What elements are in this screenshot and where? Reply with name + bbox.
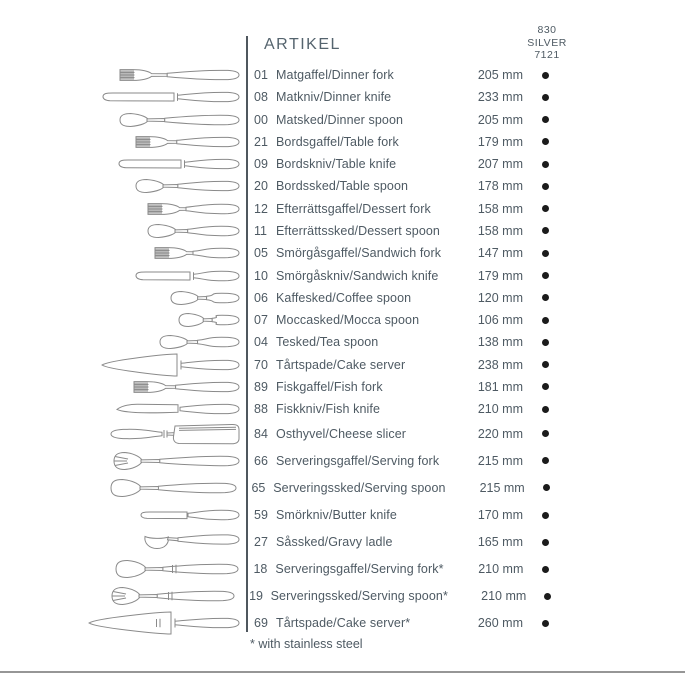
availability-cell bbox=[523, 205, 567, 212]
spoon-icon bbox=[118, 108, 241, 132]
illustration-cell bbox=[0, 152, 248, 176]
availability-dot-icon bbox=[542, 566, 549, 573]
page-title: ARTIKEL bbox=[264, 36, 341, 53]
illustration-cell bbox=[0, 219, 248, 243]
article-length: 165 mm bbox=[477, 535, 523, 550]
article-length: 260 mm bbox=[477, 616, 523, 631]
availability-dot-icon bbox=[542, 512, 549, 519]
illustration-cell bbox=[0, 397, 248, 421]
article-number: 89 bbox=[254, 379, 268, 394]
availability-cell bbox=[523, 272, 567, 279]
availability-dot-icon bbox=[542, 205, 549, 212]
article-name: Fiskkniv/Fish knife bbox=[276, 402, 381, 417]
availability-dot-icon bbox=[542, 620, 549, 627]
availability-cell bbox=[523, 116, 567, 123]
article-name: Kaffesked/Coffee spoon bbox=[276, 290, 412, 305]
article-name: Smörkniv/Butter knife bbox=[276, 508, 397, 523]
article-name: Serveringsgaffel/Serving fork* bbox=[275, 562, 444, 577]
illustration-cell bbox=[0, 447, 248, 475]
article-length: 179 mm bbox=[477, 268, 523, 283]
gravy-ladle-icon bbox=[142, 527, 241, 557]
article-number: 69 bbox=[254, 616, 268, 631]
article-name: Smörgåsgaffel/Sandwich fork bbox=[276, 246, 442, 261]
article-length: 205 mm bbox=[477, 68, 523, 83]
illustration-cell bbox=[0, 286, 248, 310]
table-row bbox=[0, 242, 685, 264]
table-row bbox=[0, 198, 685, 220]
availability-dot-icon bbox=[542, 361, 549, 368]
article-number: 05 bbox=[254, 246, 268, 261]
availability-dot-icon bbox=[543, 484, 550, 491]
availability-dot-icon bbox=[542, 138, 549, 145]
availability-dot-icon bbox=[542, 406, 549, 413]
serving-spoon-icon bbox=[109, 474, 238, 502]
article-length: 220 mm bbox=[477, 426, 523, 441]
article-number: 59 bbox=[254, 508, 268, 523]
availability-cell bbox=[523, 512, 567, 519]
article-number: 06 bbox=[254, 290, 268, 305]
illustration-cell bbox=[0, 419, 248, 449]
table-row bbox=[0, 86, 685, 108]
table-row bbox=[0, 610, 685, 637]
table-row bbox=[0, 376, 685, 398]
fork-icon bbox=[146, 197, 241, 221]
illustration-cell bbox=[0, 264, 248, 288]
availability-dot-icon bbox=[542, 72, 549, 79]
spoon-icon bbox=[134, 174, 241, 198]
availability-cell bbox=[523, 94, 567, 101]
article-name: Tårtspade/Cake server bbox=[276, 357, 406, 372]
knife-icon bbox=[134, 264, 241, 288]
article-length: 158 mm bbox=[477, 201, 523, 216]
article-length: 138 mm bbox=[477, 335, 523, 350]
availability-cell bbox=[525, 484, 569, 491]
article-length: 210 mm bbox=[477, 402, 523, 417]
table-row bbox=[0, 447, 685, 474]
article-number: 10 bbox=[254, 268, 268, 283]
butter-knife-icon bbox=[139, 503, 241, 527]
article-number: 21 bbox=[254, 134, 268, 149]
availability-dot-icon bbox=[542, 294, 549, 301]
article-length: 205 mm bbox=[477, 112, 523, 127]
bottom-rule bbox=[0, 671, 685, 673]
article-name: Bordssked/Table spoon bbox=[276, 179, 409, 194]
footnote: * with stainless steel bbox=[250, 637, 363, 651]
illustration-cell bbox=[0, 555, 247, 583]
availability-cell bbox=[523, 566, 567, 573]
product-code-line: 7121 bbox=[534, 49, 560, 61]
availability-cell bbox=[523, 161, 567, 168]
availability-dot-icon bbox=[542, 272, 549, 279]
illustration-cell bbox=[0, 608, 248, 638]
article-name: Osthyvel/Cheese slicer bbox=[276, 426, 407, 441]
availability-cell bbox=[523, 138, 567, 145]
article-number: 84 bbox=[254, 426, 268, 441]
availability-cell bbox=[523, 227, 567, 234]
serving-fork-icon bbox=[110, 582, 236, 610]
availability-dot-icon bbox=[542, 339, 549, 346]
article-length: 215 mm bbox=[477, 453, 523, 468]
article-length: 158 mm bbox=[477, 223, 523, 238]
table-row bbox=[0, 583, 685, 610]
article-name: Bordskniv/Table knife bbox=[276, 157, 397, 172]
article-number: 65 bbox=[251, 480, 266, 495]
article-name: Serveringssked/Serving spoon bbox=[273, 480, 446, 495]
illustration-cell bbox=[0, 503, 248, 527]
article-length: 207 mm bbox=[477, 157, 523, 172]
availability-dot-icon bbox=[542, 227, 549, 234]
cheese-slicer-icon bbox=[109, 419, 241, 449]
availability-dot-icon bbox=[542, 250, 549, 257]
availability-cell bbox=[523, 383, 567, 390]
article-number: 70 bbox=[254, 357, 268, 372]
article-name: Serveringssked/Serving spoon* bbox=[270, 589, 448, 604]
article-number: 18 bbox=[253, 562, 268, 577]
article-number: 04 bbox=[254, 335, 268, 350]
article-name: Fiskgaffel/Fish fork bbox=[276, 379, 383, 394]
article-table bbox=[0, 64, 685, 637]
article-number: 09 bbox=[254, 157, 268, 172]
article-name: Bordsgaffel/Table fork bbox=[276, 134, 399, 149]
serving-spoon-icon bbox=[114, 555, 240, 583]
table-row bbox=[0, 264, 685, 286]
article-name: Serveringsgaffel/Serving fork bbox=[276, 453, 440, 468]
illustration-cell bbox=[0, 197, 248, 221]
spoon-icon bbox=[169, 286, 241, 310]
article-length: 210 mm bbox=[481, 589, 527, 604]
article-length: 179 mm bbox=[477, 134, 523, 149]
article-name: Efterrättssked/Dessert spoon bbox=[276, 223, 440, 238]
table-row bbox=[0, 556, 685, 583]
fork-icon bbox=[153, 241, 241, 265]
article-name: Matsked/Dinner spoon bbox=[276, 112, 404, 127]
article-number: 01 bbox=[254, 68, 268, 83]
availability-cell bbox=[523, 457, 567, 464]
product-code-line: 830 bbox=[537, 24, 557, 36]
table-row bbox=[0, 353, 685, 375]
availability-dot-icon bbox=[542, 317, 549, 324]
article-length: 120 mm bbox=[477, 290, 523, 305]
article-length: 106 mm bbox=[477, 313, 523, 328]
serving-fork-icon bbox=[112, 447, 241, 475]
spoon-icon bbox=[146, 219, 241, 243]
fish-knife-icon bbox=[115, 397, 241, 421]
article-name: Tårtspade/Cake server* bbox=[276, 616, 411, 631]
article-length: 238 mm bbox=[477, 357, 523, 372]
availability-cell bbox=[523, 317, 567, 324]
table-row bbox=[0, 502, 685, 529]
illustration-cell bbox=[0, 582, 243, 610]
availability-dot-icon bbox=[542, 430, 549, 437]
article-length: 215 mm bbox=[479, 480, 525, 495]
article-length: 178 mm bbox=[477, 179, 523, 194]
article-number: 11 bbox=[254, 223, 267, 238]
illustration-cell bbox=[0, 241, 248, 265]
fork-icon bbox=[134, 130, 241, 154]
availability-dot-icon bbox=[542, 383, 549, 390]
product-code bbox=[518, 24, 576, 62]
product-code-line: SILVER bbox=[527, 36, 567, 49]
article-name: Såssked/Gravy ladle bbox=[276, 535, 393, 550]
availability-cell bbox=[523, 183, 567, 190]
availability-dot-icon bbox=[544, 593, 551, 600]
article-length: 210 mm bbox=[478, 562, 524, 577]
fork-icon bbox=[118, 63, 241, 87]
availability-cell bbox=[523, 361, 567, 368]
availability-cell bbox=[523, 430, 567, 437]
article-name: Tesked/Tea spoon bbox=[276, 335, 379, 350]
table-row bbox=[0, 420, 685, 447]
illustration-cell bbox=[0, 174, 248, 198]
illustration-cell bbox=[0, 85, 248, 109]
table-row bbox=[0, 175, 685, 197]
table-row bbox=[0, 109, 685, 131]
illustration-cell bbox=[0, 108, 248, 132]
illustration-cell bbox=[0, 527, 248, 557]
availability-dot-icon bbox=[542, 116, 549, 123]
spoon-icon bbox=[177, 308, 241, 332]
availability-cell bbox=[526, 593, 569, 600]
table-row bbox=[0, 309, 685, 331]
availability-cell bbox=[523, 539, 567, 546]
table-row bbox=[0, 220, 685, 242]
availability-dot-icon bbox=[542, 161, 549, 168]
illustration-cell bbox=[0, 375, 248, 399]
table-row bbox=[0, 474, 685, 501]
article-name: Smörgåskniv/Sandwich knife bbox=[276, 268, 439, 283]
article-number: 19 bbox=[249, 589, 263, 604]
knife-icon bbox=[101, 85, 241, 109]
article-number: 66 bbox=[254, 453, 268, 468]
article-number: 00 bbox=[254, 112, 268, 127]
availability-dot-icon bbox=[542, 94, 549, 101]
illustration-cell bbox=[0, 308, 248, 332]
table-row bbox=[0, 153, 685, 175]
table-row bbox=[0, 131, 685, 153]
availability-dot-icon bbox=[542, 183, 549, 190]
article-length: 233 mm bbox=[477, 90, 523, 105]
article-name: Efterrättsgaffel/Dessert fork bbox=[276, 201, 431, 216]
availability-cell bbox=[523, 406, 567, 413]
table-row bbox=[0, 529, 685, 556]
article-number: 27 bbox=[254, 535, 268, 550]
article-name: Matkniv/Dinner knife bbox=[276, 90, 392, 105]
availability-cell bbox=[523, 620, 567, 627]
availability-cell bbox=[523, 72, 567, 79]
article-number: 07 bbox=[254, 313, 268, 328]
illustration-cell bbox=[0, 130, 248, 154]
availability-dot-icon bbox=[542, 457, 549, 464]
article-number: 88 bbox=[254, 402, 268, 417]
availability-cell bbox=[523, 250, 567, 257]
article-name: Moccasked/Mocca spoon bbox=[276, 313, 420, 328]
article-name: Matgaffel/Dinner fork bbox=[276, 68, 394, 83]
availability-dot-icon bbox=[542, 539, 549, 546]
table-row bbox=[0, 287, 685, 309]
article-number: 12 bbox=[254, 201, 268, 216]
availability-cell bbox=[523, 294, 567, 301]
article-length: 170 mm bbox=[477, 508, 523, 523]
table-row bbox=[0, 398, 685, 420]
article-number: 20 bbox=[254, 179, 268, 194]
fork-icon bbox=[132, 375, 241, 399]
illustration-cell bbox=[0, 474, 245, 502]
article-number: 08 bbox=[254, 90, 268, 105]
availability-cell bbox=[523, 339, 567, 346]
cake-server-icon bbox=[85, 608, 241, 638]
article-length: 181 mm bbox=[477, 379, 523, 394]
illustration-cell bbox=[0, 63, 248, 87]
table-row bbox=[0, 64, 685, 86]
article-length: 147 mm bbox=[477, 246, 523, 261]
knife-icon bbox=[117, 152, 241, 176]
